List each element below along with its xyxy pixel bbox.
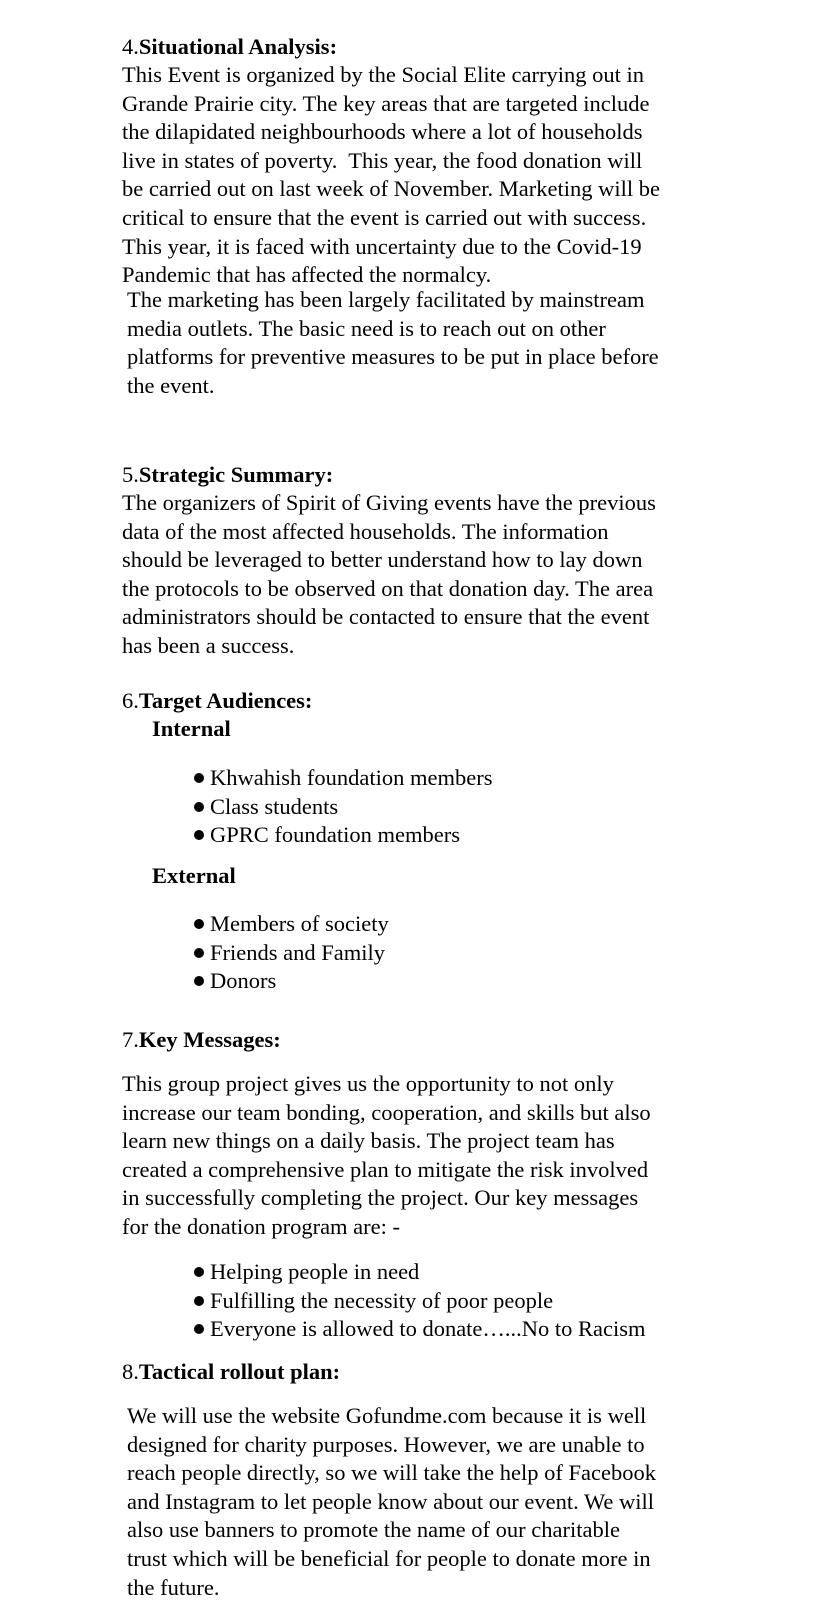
section-7-paragraph-1: This group project gives us the opportunity to not only increase our team bonding, cooperation, and skills but also learn new things on a daily basis. The project team has created a comprehensive plan to mitigate the risk involved in successfully completing the project. Our key messages for the donation program are: - <box>122 1071 651 1239</box>
bullet-icon <box>194 919 204 929</box>
section-4-title: Situational Analysis: <box>138 34 338 59</box>
list-item: Fulfilling the necessity of poor people <box>194 1287 646 1316</box>
section-6-number: 6. <box>122 688 139 713</box>
internal-audience-label: Internal <box>152 716 231 741</box>
section-7-title: Key Messages: <box>138 1027 281 1052</box>
bullet-icon <box>194 948 204 958</box>
section-7-heading <box>122 1026 281 1055</box>
internal-audience-list <box>194 764 492 850</box>
list-item: Everyone is allowed to donate…...No to Racism <box>194 1315 646 1344</box>
bullet-icon <box>194 976 204 986</box>
section-7-number: 7. <box>122 1027 139 1052</box>
section-8-heading <box>122 1358 340 1387</box>
bullet-icon <box>194 773 204 783</box>
section-4-number: 4. <box>122 34 139 59</box>
section-4-paragraph-1: This Event is organized by the Social Elite carrying out in Grande Prairie city. The key areas that are targeted include the dilapidated neighbourhoods where a lot of households live in states of poverty. This year, the food donation will be carried out on last week of November. Marketing will be critical to ensure that the event is carried out with success. This year, it is faced with uncertainty due to the Covid-19 Pandemic that has affected the normalcy. <box>122 62 660 288</box>
section-5-number: 5. <box>122 462 139 487</box>
list-item: Donors <box>194 967 389 996</box>
section-5-paragraph-1: The organizers of Spirit of Giving events have the previous data of the most affected households. The information should be leveraged to better understand how to lay down the protocols to be observed on that donation day. The area administrators should be contacted to ensure that the event has been a success. <box>122 490 656 658</box>
section-6-title: Target Audiences: <box>138 688 313 713</box>
bullet-icon <box>194 802 204 812</box>
section-8-title: Tactical rollout plan: <box>138 1359 341 1384</box>
list-item: Friends and Family <box>194 939 389 968</box>
external-audience-label: External <box>152 863 236 888</box>
section-5-title: Strategic Summary: <box>138 462 334 487</box>
external-audience-list <box>194 910 389 996</box>
list-item: Khwahish foundation members <box>194 764 492 793</box>
list-item: Class students <box>194 793 492 822</box>
section-4-paragraph-2: The marketing has been largely facilitated by mainstream media outlets. The basic need is to reach out on other platforms for preventive measures to be put in place before the event. <box>127 287 659 398</box>
section-8-number: 8. <box>122 1359 139 1384</box>
bullet-icon <box>194 1296 204 1306</box>
section-4-heading <box>122 33 337 62</box>
section-5-heading <box>122 461 333 490</box>
section-6-heading <box>122 687 312 716</box>
bullet-icon <box>194 1324 204 1334</box>
bullet-icon <box>194 1267 204 1277</box>
bullet-icon <box>194 830 204 840</box>
list-item: Members of society <box>194 910 389 939</box>
list-item: GPRC foundation members <box>194 821 492 850</box>
section-8-paragraph-1: We will use the website Gofundme.com because it is well designed for charity purposes. However, we are unable to reach people directly, so we will take the help of Facebook and Instagram to let people know about our event. We will also use banners to promote the name of our charitable trust which will be beneficial for people to donate more in the future. <box>127 1403 656 1600</box>
list-item: Helping people in need <box>194 1258 646 1287</box>
key-messages-list <box>194 1258 646 1344</box>
